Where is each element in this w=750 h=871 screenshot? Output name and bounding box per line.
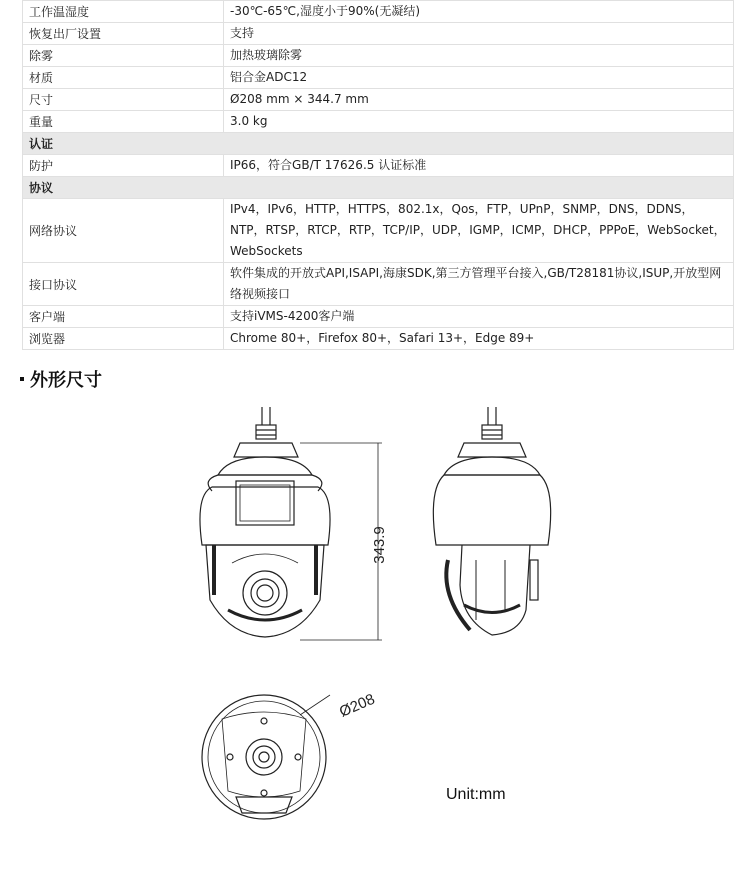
bullet-icon bbox=[20, 377, 24, 381]
spec-row bbox=[23, 328, 734, 350]
spec-row bbox=[23, 67, 734, 89]
spec-row bbox=[23, 155, 734, 177]
spec-row bbox=[23, 23, 734, 45]
spec-value: 铝合金ADC12 bbox=[224, 67, 734, 89]
spec-key: 防护 bbox=[23, 155, 224, 177]
spec-row bbox=[23, 111, 734, 133]
spec-value: -30℃-65℃,湿度小于90%(无凝结) bbox=[224, 1, 734, 23]
spec-key: 尺寸 bbox=[23, 89, 224, 111]
height-dimension-label: 343.9 bbox=[371, 526, 388, 564]
spec-key: 工作温湿度 bbox=[23, 1, 224, 23]
spec-row bbox=[23, 199, 734, 263]
spec-key: 接口协议 bbox=[23, 263, 224, 306]
bottom-view bbox=[202, 695, 330, 819]
spec-key: 网络协议 bbox=[23, 199, 224, 263]
spec-row bbox=[23, 45, 734, 67]
spec-row bbox=[23, 89, 734, 111]
dimension-drawing bbox=[0, 395, 750, 871]
spec-row bbox=[23, 1, 734, 23]
spec-key: 重量 bbox=[23, 111, 224, 133]
spec-section-title: 认证 bbox=[23, 133, 734, 155]
spec-key: 恢复出厂设置 bbox=[23, 23, 224, 45]
spec-value: IPv4，IPv6，HTTP，HTTPS，802.1x，Qos，FTP，UPnP，SNMP，DNS，DDNS，NTP，RTSP，RTCP，RTP，TCP/IP，UDP，IGMP，ICMP，DHCP，PPPoE，WebSocket，WebSockets bbox=[224, 199, 734, 263]
spec-table bbox=[22, 0, 734, 350]
spec-section-title: 协议 bbox=[23, 177, 734, 199]
spec-key: 材质 bbox=[23, 67, 224, 89]
front-view-camera bbox=[200, 407, 330, 637]
spec-value: 软件集成的开放式API,ISAPI,海康SDK,第三方管理平台接入,GB/T28181协议,ISUP,开放型网络视频接口 bbox=[224, 263, 734, 306]
spec-value: 支持iVMS-4200客户端 bbox=[224, 306, 734, 328]
spec-row bbox=[23, 306, 734, 328]
spec-value: 加热玻璃除雾 bbox=[224, 45, 734, 67]
spec-key: 浏览器 bbox=[23, 328, 224, 350]
unit-label: Unit:mm bbox=[446, 786, 506, 803]
spec-key: 除雾 bbox=[23, 45, 224, 67]
spec-value: 支持 bbox=[224, 23, 734, 45]
spec-value: IP66，符合GB/T 17626.5 认证标准 bbox=[224, 155, 734, 177]
spec-value: Chrome 80+，Firefox 80+，Safari 13+，Edge 89+ bbox=[224, 328, 734, 350]
section-heading-text: 外形尺寸 bbox=[30, 370, 102, 391]
diameter-dimension-label: Ø208 bbox=[336, 690, 378, 721]
side-view-camera bbox=[433, 407, 550, 635]
spec-value: 3.0 kg bbox=[224, 111, 734, 133]
spec-row bbox=[23, 263, 734, 306]
spec-section-row bbox=[23, 133, 734, 155]
spec-table-body bbox=[23, 1, 734, 350]
spec-key: 客户端 bbox=[23, 306, 224, 328]
spec-value: Ø208 mm × 344.7 mm bbox=[224, 89, 734, 111]
section-heading bbox=[20, 366, 102, 392]
spec-section-row bbox=[23, 177, 734, 199]
